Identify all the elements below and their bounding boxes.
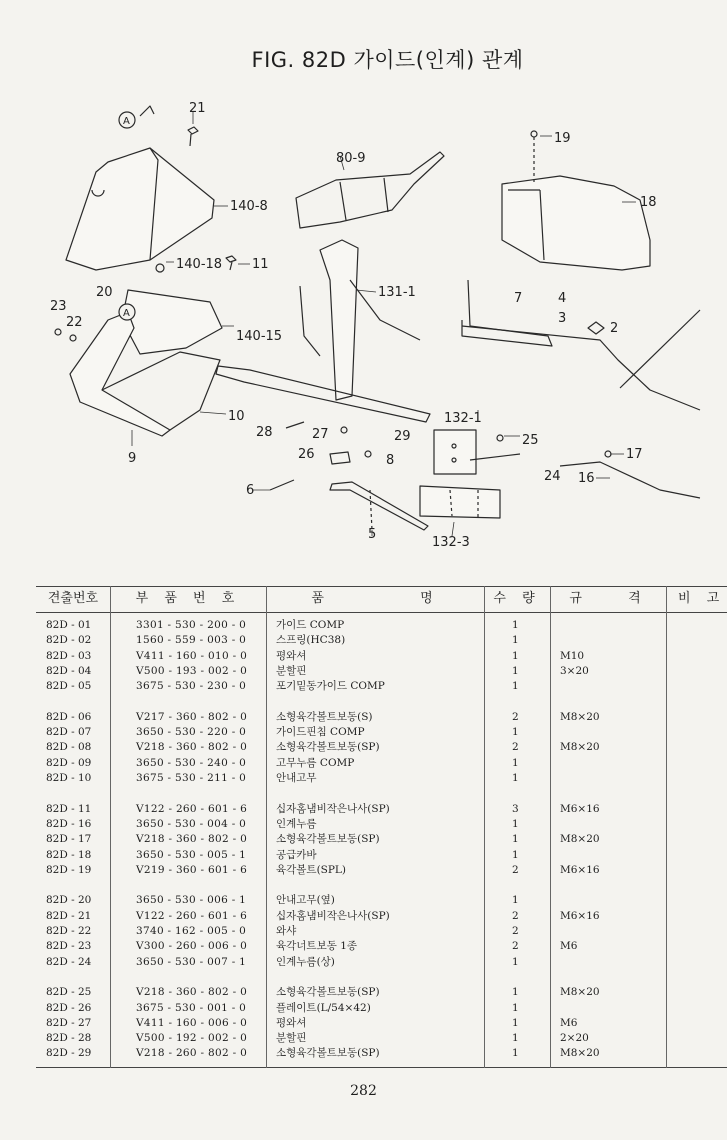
guide-plate-7	[462, 280, 552, 346]
callout-5: 5	[368, 527, 377, 542]
callout-21: 21	[189, 101, 206, 116]
cell-name: 스프링(HC38)	[276, 634, 346, 647]
cell-qty: 1	[512, 680, 519, 693]
cell-spec: M8×20	[560, 833, 600, 846]
cell-name: 가이드핀침 COMP	[276, 726, 365, 739]
cell-part: V218 - 360 - 802 - 0	[136, 986, 248, 999]
table-row	[36, 725, 727, 740]
header-part-name: 품 명	[311, 591, 439, 606]
cell-qty: 1	[512, 1047, 519, 1060]
cell-no: 82D - 28	[46, 1032, 92, 1045]
cell-name: 안내고무	[276, 772, 317, 784]
callout-140-8: 140-8	[230, 199, 268, 214]
cell-name: 안내고무(옆)	[276, 894, 335, 907]
cell-part: V218 - 360 - 802 - 0	[136, 833, 248, 846]
cell-name: 인계누름	[276, 817, 317, 830]
mark-a-upper-label: A	[123, 116, 130, 127]
table-row	[36, 985, 727, 1000]
exploded-parts-diagram	[0, 90, 727, 560]
callout-132-1: 132-1	[444, 411, 482, 426]
cell-part: 3301 - 530 - 200 - 0	[136, 619, 247, 631]
cell-qty: 2	[512, 863, 519, 876]
cell-no: 82D - 05	[46, 680, 92, 693]
cell-name: 소형육각볼트보동(SP)	[276, 986, 380, 999]
table-row	[36, 633, 727, 648]
cell-name: 고무누름 COMP	[276, 756, 355, 769]
cell-part: 3650 - 530 - 220 - 0	[136, 726, 247, 739]
cell-spec: M8×20	[560, 1047, 600, 1060]
callout-24: 24	[544, 469, 561, 484]
callout-18: 18	[640, 195, 657, 210]
callout-7: 7	[514, 291, 523, 306]
callout-80-9: 80-9	[336, 151, 366, 166]
cell-name: 소형육각볼트보동(SP)	[276, 833, 380, 846]
header-qty: 수 량	[493, 591, 541, 606]
table-row	[36, 924, 727, 939]
cell-part: V411 - 160 - 006 - 0	[136, 1016, 248, 1029]
cell-qty: 1	[512, 955, 519, 968]
cell-part: 3740 - 162 - 005 - 0	[136, 925, 247, 937]
callout-140-15: 140-15	[236, 329, 283, 344]
header-spec: 규 격	[569, 591, 647, 606]
cell-no: 82D - 27	[46, 1016, 92, 1029]
header-part-no: 부 품 번 호	[135, 591, 241, 606]
callout-17: 17	[626, 447, 643, 462]
cell-qty: 1	[512, 817, 519, 830]
cover-140-15	[122, 290, 222, 354]
cell-part: 3650 - 530 - 240 - 0	[136, 756, 247, 769]
table-row	[36, 740, 727, 755]
cell-name: 포기밑동가이드 COMP	[276, 680, 385, 693]
cell-no: 82D - 06	[46, 710, 92, 723]
callout-22: 22	[66, 315, 83, 330]
cell-no: 82D - 25	[46, 986, 92, 999]
table-row	[36, 618, 727, 633]
cell-qty: 3	[512, 802, 519, 815]
callout-25: 25	[522, 433, 539, 448]
callout-19: 19	[554, 131, 571, 146]
cell-name: 육각너트보동 1종	[276, 940, 358, 953]
cell-qty: 1	[512, 848, 519, 861]
cell-spec: 2×20	[560, 1032, 589, 1045]
page-number: 282	[350, 1083, 377, 1099]
cell-spec: M6	[560, 940, 578, 953]
cell-qty: 1	[512, 619, 519, 631]
cell-part: 3650 - 530 - 007 - 1	[136, 955, 247, 968]
table-row	[36, 863, 727, 878]
callout-4: 4	[558, 291, 567, 306]
cell-spec: M10	[560, 649, 585, 662]
cell-part: 3675 - 530 - 230 - 0	[136, 680, 247, 693]
table-row	[36, 1046, 727, 1061]
cell-qty: 2	[512, 909, 519, 922]
callout-26: 26	[298, 447, 315, 462]
cell-part: V300 - 260 - 006 - 0	[136, 940, 248, 953]
cell-name: 공급카바	[276, 848, 317, 861]
table-row	[36, 771, 727, 786]
callout-27: 27	[312, 427, 329, 442]
table-row	[36, 802, 727, 817]
cell-name: 소형육각볼트보동(SP)	[276, 1047, 380, 1060]
callout-16: 16	[578, 471, 595, 486]
cell-part: V218 - 360 - 802 - 0	[136, 741, 248, 754]
cell-qty: 1	[512, 1032, 519, 1045]
callout-29: 29	[394, 429, 411, 444]
cell-part: V122 - 260 - 601 - 6	[136, 909, 248, 922]
cell-spec: M6×16	[560, 802, 600, 815]
cell-spec: M8×20	[560, 741, 600, 754]
cell-no: 82D - 23	[46, 940, 92, 953]
table-row	[36, 893, 727, 908]
cell-spec: M8×20	[560, 986, 600, 999]
cell-name: 평와셔	[276, 1016, 307, 1029]
callout-11: 11	[252, 257, 269, 272]
cell-qty: 1	[512, 772, 519, 784]
cell-spec: M6×16	[560, 909, 600, 922]
cell-part: 3650 - 530 - 004 - 0	[136, 817, 247, 830]
table-row	[36, 848, 727, 863]
cell-name: 십자홈냄비작은나사(SP)	[276, 802, 390, 815]
cell-part: V217 - 360 - 802 - 0	[136, 710, 248, 723]
cell-name: 분할핀	[276, 664, 307, 677]
rod-5	[330, 482, 428, 530]
cell-no: 82D - 03	[46, 649, 92, 662]
cell-no: 82D - 16	[46, 817, 92, 830]
cell-no: 82D - 11	[46, 802, 92, 815]
cell-name: 평와셔	[276, 649, 307, 662]
table-row	[36, 710, 727, 725]
cell-qty: 2	[512, 710, 519, 723]
callout-6: 6	[246, 483, 255, 498]
cell-name: 인계누름(상)	[276, 955, 335, 968]
cell-no: 82D - 02	[46, 634, 92, 647]
cell-name: 소형육각볼트보동(S)	[276, 710, 373, 723]
callout-8: 8	[386, 453, 395, 468]
table-row	[36, 1016, 727, 1031]
callout-132-3: 132-3	[432, 535, 470, 550]
cell-qty: 1	[512, 986, 519, 999]
cell-spec: 3×20	[560, 664, 589, 677]
cell-no: 82D - 29	[46, 1047, 92, 1060]
cell-part: V500 - 192 - 002 - 0	[136, 1032, 248, 1045]
cell-no: 82D - 24	[46, 955, 92, 968]
cell-qty: 1	[512, 833, 519, 846]
cell-qty: 1	[512, 634, 519, 647]
cell-qty: 1	[512, 649, 519, 662]
cell-part: V500 - 193 - 002 - 0	[136, 664, 248, 677]
table-row	[36, 832, 727, 847]
callout-23: 23	[50, 299, 67, 314]
post-131-1	[320, 240, 358, 400]
callout-140-18: 140-18	[176, 257, 223, 272]
cell-spec: M6	[560, 1016, 578, 1029]
cell-part: 1560 - 559 - 003 - 0	[136, 634, 247, 647]
table-row	[36, 817, 727, 832]
cell-qty: 1	[512, 1001, 519, 1014]
table-row	[36, 909, 727, 924]
cell-name: 육각볼트(SPL)	[276, 863, 346, 876]
table-row	[36, 679, 727, 694]
cell-no: 82D - 07	[46, 726, 92, 739]
cell-part: 3675 - 530 - 211 - 0	[136, 772, 247, 784]
cell-qty: 2	[512, 925, 519, 937]
spring-2	[588, 322, 604, 334]
rail	[216, 366, 430, 422]
frame-80-9	[296, 152, 444, 228]
cell-qty: 1	[512, 664, 519, 677]
cell-part: 3675 - 530 - 001 - 0	[136, 1001, 247, 1014]
cell-qty: 1	[512, 1016, 519, 1029]
header-ref-no: 견출번호	[47, 591, 99, 606]
cell-name: 플레이트(L/54×42)	[276, 1001, 371, 1014]
cell-part: 3650 - 530 - 006 - 1	[136, 894, 247, 907]
cell-no: 82D - 04	[46, 664, 92, 677]
plate-132-3	[420, 486, 500, 518]
mark-a-lower-label: A	[123, 308, 130, 319]
cell-qty: 2	[512, 940, 519, 953]
cell-part: 3650 - 530 - 005 - 1	[136, 848, 247, 861]
cell-no: 82D - 20	[46, 894, 92, 907]
callout-3: 3	[558, 311, 567, 326]
cell-part: V122 - 260 - 601 - 6	[136, 802, 248, 815]
cell-no: 82D - 09	[46, 756, 92, 769]
callout-20: 20	[96, 285, 113, 300]
table-row	[36, 955, 727, 970]
cell-name: 소형육각볼트보동(SP)	[276, 741, 380, 754]
cell-no: 82D - 10	[46, 772, 92, 784]
plate-132-1	[434, 430, 476, 474]
cell-qty: 1	[512, 726, 519, 739]
cell-spec: M8×20	[560, 710, 600, 723]
cell-spec: M6×16	[560, 863, 600, 876]
table-row	[36, 664, 727, 679]
table-row	[36, 756, 727, 771]
cover-140-8	[66, 148, 214, 270]
cell-no: 82D - 17	[46, 833, 92, 846]
callout-131-1: 131-1	[378, 285, 416, 300]
cell-no: 82D - 21	[46, 909, 92, 922]
cell-no: 82D - 22	[46, 925, 92, 937]
cell-qty: 1	[512, 894, 519, 907]
table-row	[36, 649, 727, 664]
table-row	[36, 1001, 727, 1016]
cell-no: 82D - 26	[46, 1001, 92, 1014]
cell-qty: 1	[512, 756, 519, 769]
header-remarks: 비 고	[678, 591, 726, 606]
screw-21	[188, 127, 198, 146]
cell-name: 십자홈냄비작은나사(SP)	[276, 909, 390, 922]
cell-no: 82D - 01	[46, 619, 92, 631]
cell-name: 분할핀	[276, 1032, 307, 1045]
cell-no: 82D - 18	[46, 848, 92, 861]
cell-part: V218 - 260 - 802 - 0	[136, 1047, 248, 1060]
callout-10: 10	[228, 409, 245, 424]
callout-9: 9	[128, 451, 137, 466]
cell-no: 82D - 19	[46, 863, 92, 876]
table-row	[36, 1031, 727, 1046]
callout-28: 28	[256, 425, 273, 440]
cell-part: V219 - 360 - 601 - 6	[136, 863, 248, 876]
table-row	[36, 939, 727, 954]
cell-name: 와샤	[276, 925, 297, 937]
figure-title: FIG. 82D 가이드(인계) 관계	[251, 48, 524, 72]
cell-qty: 2	[512, 741, 519, 754]
callout-2: 2	[610, 321, 619, 336]
cell-no: 82D - 08	[46, 741, 92, 754]
cell-name: 가이드 COMP	[276, 619, 345, 631]
cell-part: V411 - 160 - 010 - 0	[136, 649, 248, 662]
